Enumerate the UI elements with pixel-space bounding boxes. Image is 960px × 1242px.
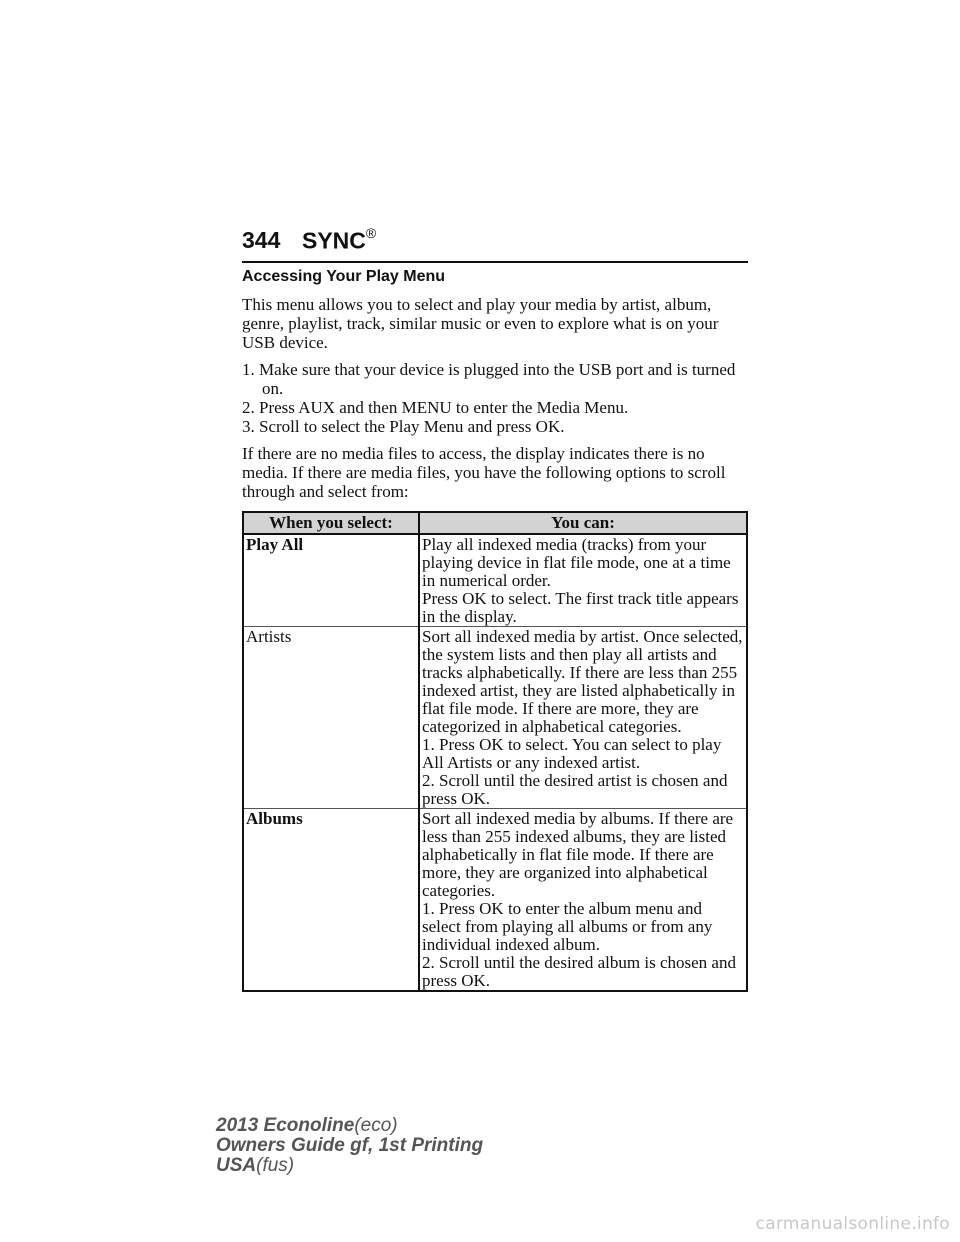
description-line: Sort all indexed media by albums. If there are less than 255 indexed albums, they are listed alphabetically in flat file mode. If there are more, they are organized into alphabetical categories. xyxy=(422,809,734,900)
description-line: Press OK to select. The first track title appears in the display. xyxy=(422,589,739,626)
column-header-can: You can: xyxy=(419,512,747,534)
footer-line-guide xyxy=(216,1136,483,1156)
registered-mark: ® xyxy=(365,225,377,241)
section-heading: Accessing Your Play Menu xyxy=(242,268,446,285)
footer-model: 2013 Econoline xyxy=(216,1115,355,1136)
section-name: SYNC xyxy=(302,227,366,254)
footer-print-info xyxy=(216,1116,483,1176)
play-menu-table xyxy=(242,511,748,992)
option-artists: Artists xyxy=(243,627,419,809)
description-line: 1. Press OK to select. You can select to play All Artists or any indexed artist. xyxy=(422,735,722,772)
page-number: 344 xyxy=(242,227,281,253)
option-play-all: Play All xyxy=(243,534,419,627)
footer-market-code: (fus) xyxy=(256,1155,295,1176)
main-content xyxy=(242,267,748,992)
option-description xyxy=(419,534,747,627)
step-item: 3. Scroll to select the Play Menu and press OK. xyxy=(242,417,565,436)
option-description xyxy=(419,627,747,809)
table-row xyxy=(243,627,747,809)
description-line: Play all indexed media (tracks) from your playing device in flat file mode, one at a time in numerical order. xyxy=(422,535,731,590)
footer-line-market xyxy=(216,1156,483,1176)
steps-list xyxy=(242,360,748,436)
column-header-select: When you select: xyxy=(243,512,419,534)
option-albums: Albums xyxy=(243,809,419,992)
table-row xyxy=(243,534,747,627)
description-line: 2. Scroll until the desired album is chosen and press OK. xyxy=(422,953,736,990)
section-title xyxy=(302,227,376,255)
step-item: 2. Press AUX and then MENU to enter the Media Menu. xyxy=(242,398,629,417)
intro-paragraph: This menu allows you to select and play your media by artist, album, genre, playlist, track, similar music or even to explore what is on your USB device. xyxy=(242,295,719,352)
footer-line-model xyxy=(216,1116,483,1136)
table-row xyxy=(243,809,747,992)
page-header xyxy=(242,217,748,263)
step-item: 1. Make sure that your device is plugged into the USB port and is turned on. xyxy=(242,360,736,398)
table-header-row xyxy=(243,512,747,534)
description-line: 1. Press OK to enter the album menu and select from playing all albums or from any individual indexed album. xyxy=(422,899,713,954)
footer-market: USA xyxy=(216,1155,257,1176)
footer-guide: Owners Guide gf, 1st Printing xyxy=(216,1135,484,1156)
footer-model-code: (eco) xyxy=(354,1115,398,1136)
description-line: 2. Scroll until the desired artist is chosen and press OK. xyxy=(422,771,728,808)
option-description xyxy=(419,809,747,992)
description-line: Sort all indexed media by artist. Once selected, the system lists and then play all artists and tracks alphabetically. If there are less than 255 indexed artist, they are listed alphabetically in flat file mode. If there are more, they are categorized in alphabetical categories. xyxy=(422,627,743,736)
note-paragraph: If there are no media files to access, the display indicates there is no media. If there are media files, you have the following options to scroll through and select from: xyxy=(242,444,726,501)
watermark: carmanualsonline.info xyxy=(755,1214,950,1234)
